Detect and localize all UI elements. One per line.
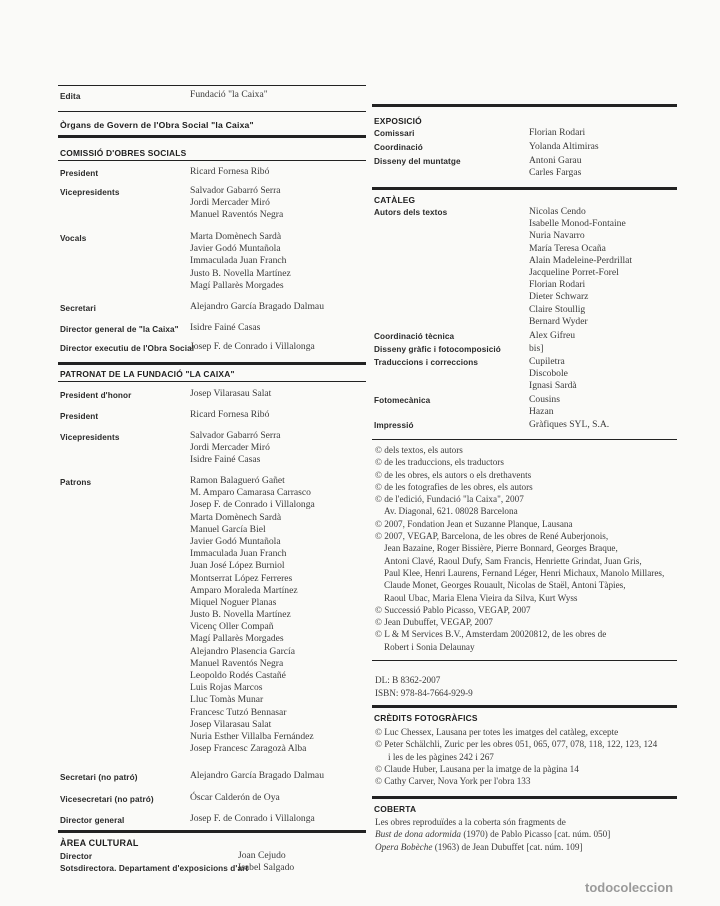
comissio-values (190, 231, 291, 292)
rule-legal-top (372, 660, 677, 661)
copyright-line: Raoul Ubac, Maria Elena Vieira da Silva, Kurt Wyss (384, 592, 578, 603)
cataleg-value: Nuria Navarro (529, 230, 585, 242)
patronat-value: Juan José López Burniol (190, 560, 285, 572)
patronat-value: Ramon Balagueró Gañet (190, 475, 285, 486)
copyright-line: © dels textos, els autors (375, 445, 463, 455)
cataleg-value: María Teresa Ocaña (529, 242, 606, 254)
patronat-values (190, 770, 324, 782)
patronat-value: Nuria Esther Villalba Fernández (190, 730, 314, 742)
coberta-heading: COBERTA (374, 804, 417, 814)
exposicio-values (529, 141, 599, 153)
rule-cataleg-top (372, 187, 677, 190)
area-label: Sotsdirectora. Departament d'exposicions d'art (60, 864, 249, 873)
comissio-value: Jordi Mercader Miró (190, 197, 270, 209)
patronat-value: Josep Vilarasau Salat (190, 388, 272, 399)
credits-line: © Luc Chessex, Lausana per totes les imatges del catàleg, excepte (375, 727, 619, 737)
rule-edita-bottom (58, 111, 366, 112)
copyright-line: © Successió Pablo Picasso, VEGAP, 2007 (375, 604, 531, 615)
exposicio-label: Comissari (374, 129, 415, 138)
patronat-values (190, 430, 281, 467)
patronat-heading: PATRONAT DE LA FUNDACIÓ "LA CAIXA" (60, 369, 235, 379)
area-values (238, 862, 294, 874)
copyright-line: Antoni Clavé, Raoul Dufy, Sam Francis, Henriette Grindat, Juan Gris, (384, 555, 642, 566)
patronat-value: Óscar Calderón de Oya (190, 792, 280, 803)
comissio-label: Vicepresidents (60, 188, 120, 197)
exposicio-label: Disseny del muntatge (374, 157, 461, 166)
cataleg-values (529, 206, 632, 328)
cataleg-label: Traduccions i correccions (374, 358, 478, 367)
comissio-value: Manuel Raventós Negra (190, 209, 284, 221)
exposicio-value: Carles Fargas (529, 167, 582, 179)
cataleg-label: Disseny gràfic i fotocomposició (374, 345, 501, 354)
patronat-value: Montserrat López Ferreres (190, 572, 293, 584)
cataleg-label: Autors dels textos (374, 208, 448, 217)
cataleg-value: Cupiletra (529, 356, 565, 367)
cataleg-value: Claire Stoullig (529, 303, 586, 315)
cataleg-value: Ignasi Sardà (529, 380, 577, 392)
copyright-line: © de les fotografies de les obres, els autors (375, 481, 533, 492)
cataleg-heading: CATÀLEG (374, 195, 416, 205)
exposicio-values (529, 155, 582, 179)
patronat-value: Lluc Tomàs Munar (190, 694, 264, 706)
credits-line: © Claude Huber, Lausana per la imatge de la pàgina 14 (375, 763, 579, 774)
patronat-value: Manuel Raventós Negra (190, 657, 284, 669)
credits-heading: CRÈDITS FOTOGRÀFICS (374, 713, 478, 723)
comissio-label: Secretari (60, 304, 96, 313)
patronat-value: Amparo Moraleda Martínez (190, 584, 298, 596)
patronat-label: Vicepresidents (60, 433, 120, 442)
copyright-line: © Jean Dubuffet, VEGAP, 2007 (375, 617, 493, 628)
exposicio-label: Coordinació (374, 143, 423, 152)
copyright-line: © de l'edició, Fundació "la Caixa", 2007 (375, 494, 524, 505)
watermark: todocoleccion (585, 880, 674, 895)
comissio-value: Ricard Fornesa Ribó (190, 166, 270, 177)
comissio-value: Justo B. Novella Martínez (190, 267, 291, 279)
patronat-value: Isidre Fainé Casas (190, 454, 261, 466)
patronat-value: Josep F. de Conrado i Villalonga (190, 499, 315, 511)
legal-line: ISBN: 978-84-7664-929-9 (375, 688, 473, 698)
area-values (238, 850, 286, 862)
patronat-value: Josep Francesc Zaragozà Alba (190, 743, 307, 755)
exposicio-value: Yolanda Altimiras (529, 141, 599, 152)
rule-organs (58, 135, 366, 138)
patronat-values (190, 409, 269, 421)
cataleg-value: Isabelle Monod-Fontaine (529, 218, 626, 230)
patronat-value: Justo B. Novella Martínez (190, 609, 291, 621)
comissio-label: Director general de "la Caixa" (60, 325, 179, 334)
rule-patronat (58, 381, 366, 382)
exposicio-values (529, 127, 585, 139)
comissio-values (190, 322, 260, 334)
cataleg-value: Florian Rodari (529, 279, 586, 291)
comissio-values (190, 301, 324, 313)
cataleg-value: Hazan (529, 406, 554, 418)
cataleg-values (529, 356, 577, 393)
cataleg-label: Coordinació tècnica (374, 332, 455, 341)
cataleg-label: Fotomecànica (374, 396, 431, 405)
copyright-line: Av. Diagonal, 621. 08028 Barcelona (384, 506, 518, 517)
area-heading: ÀREA CULTURAL (60, 838, 139, 848)
coberta-rest-2: (1963) de Jean Dubuffet [cat. núm. 109] (432, 841, 583, 852)
edita-label: Edita (60, 92, 81, 101)
patronat-value: Ricard Fornesa Ribó (190, 409, 270, 420)
patronat-label: Patrons (60, 478, 92, 487)
comissio-label: Director executiu de l'Obra Social (60, 344, 195, 353)
cataleg-values (529, 419, 609, 431)
exposicio-heading: EXPOSICIÓ (374, 116, 422, 126)
legal-block (375, 674, 473, 699)
coberta-rest-1: (1970) de Pablo Picasso [cat. núm. 050] (461, 829, 611, 840)
organs-title: Òrgans de Govern de l'Obra Social "la Caixa" (60, 120, 254, 130)
rule-top-edita (58, 85, 366, 86)
rule-area-top (58, 830, 366, 833)
patronat-value: Marta Domènech Sardà (190, 511, 282, 523)
patronat-label: President d'honor (60, 391, 132, 400)
rule-patronat-top (58, 362, 366, 365)
coberta-text (375, 816, 610, 853)
comissio-label: President (60, 169, 99, 178)
patronat-label: Secretari (no patró) (60, 773, 138, 782)
cataleg-values (529, 343, 543, 355)
copyright-line: © de les obres, els autors o els drethavents (375, 469, 532, 480)
coberta-line-2 (375, 828, 610, 840)
comissio-value: Josep F. de Conrado i Villalonga (190, 341, 315, 352)
cataleg-value: Dieter Schwarz (529, 291, 589, 303)
patronat-values (190, 475, 315, 755)
rule-coberta-top (372, 796, 677, 799)
exposicio-value: Antoni Garau (529, 155, 582, 166)
patronat-value: Miquel Noguer Planas (190, 596, 277, 608)
cataleg-value: Bernard Wyder (529, 315, 588, 327)
patronat-value: Salvador Gabarró Serra (190, 430, 281, 441)
patronat-value: Luis Rojas Marcos (190, 682, 263, 694)
patronat-value: Josep Vilarasau Salat (190, 718, 272, 730)
patronat-value: Josep F. de Conrado i Villalonga (190, 813, 315, 824)
credits-line: © Peter Schälchli, Zuric per les obres 051, 065, 077, 078, 118, 122, 123, 124 (375, 739, 658, 750)
area-value: Joan Cejudo (238, 850, 286, 861)
cataleg-value: Discobole (529, 368, 568, 380)
comissio-value: Salvador Gabarró Serra (190, 185, 281, 196)
area-label: Director (60, 852, 93, 861)
credits-block (375, 726, 657, 787)
comissio-value: Magí Pallarès Morgades (190, 279, 284, 291)
comissio-value: Javier Godó Muntañola (190, 243, 281, 255)
copyright-line: © 2007, Fondation Jean et Suzanne Planque, Lausana (375, 518, 573, 529)
coberta-line-1: Les obres reproduïdes a la coberta són fragments de (375, 817, 566, 827)
coberta-title-2: Opera Bobèche (375, 841, 433, 852)
patronat-value: M. Amparo Camarasa Carrasco (190, 487, 311, 499)
copyright-line: Claude Monet, Georges Rouault, Nicolas de Staël, Antoni Tàpies, (384, 580, 626, 591)
patronat-label: President (60, 412, 99, 421)
cataleg-value: bis] (529, 343, 544, 354)
comissio-value: Marta Domènech Sardà (190, 231, 282, 242)
patronat-value: Jordi Mercader Miró (190, 442, 270, 454)
patronat-value: Magí Pallarès Morgades (190, 633, 284, 645)
cataleg-value: Jacqueline Porret-Forel (529, 266, 619, 278)
rule-exposicio-top (372, 104, 677, 107)
patronat-value: Javier Godó Muntañola (190, 535, 281, 547)
legal-line: DL: B 8362-2007 (375, 675, 441, 685)
comissio-value: Immaculada Juan Franch (190, 255, 287, 267)
coberta-title-1: Bust de dona adormida (375, 829, 462, 840)
patronat-values (190, 792, 280, 804)
comissio-value: Alejandro García Bragado Dalmau (190, 301, 324, 312)
credits-line: © Cathy Carver, Nova York per l'obra 133 (375, 776, 531, 787)
patronat-values (190, 813, 315, 825)
copyright-line: Paul Klee, Henri Laurens, Fernand Léger, Henri Michaux, Manolo Millares, (384, 567, 665, 578)
cataleg-value: Alex Gifreu (529, 330, 576, 341)
patronat-values (190, 388, 271, 400)
rule-copyright-top (372, 439, 677, 440)
cataleg-value: Gràfiques SYL, S.A. (529, 419, 610, 430)
comissio-values (190, 341, 315, 353)
copyright-line: Robert i Sonia Delaunay (384, 641, 475, 652)
edita-value: Fundació "la Caixa" (190, 89, 268, 100)
coberta-line-3 (375, 841, 610, 853)
patronat-value: Alejandro Plasencia García (190, 645, 295, 657)
patronat-value: Francesc Tutzó Bennasar (190, 706, 287, 718)
cataleg-value: Alain Madeleine-Perdrillat (529, 254, 633, 266)
comissio-label: Vocals (60, 234, 87, 243)
patronat-value: Immaculada Juan Franch (190, 548, 287, 560)
patronat-label: Director general (60, 816, 125, 825)
patronat-value: Alejandro García Bragado Dalmau (190, 770, 324, 781)
credits-line: i les de les pàgines 242 i 267 (388, 751, 494, 762)
comissio-values (190, 185, 283, 222)
copyright-block (375, 444, 664, 653)
cataleg-value: Cousins (529, 394, 560, 405)
copyright-line: © de les traduccions, els traductors (375, 457, 504, 468)
patronat-value: Manuel García Biel (190, 523, 266, 535)
cataleg-values (529, 330, 575, 342)
patronat-label: Vicesecretari (no patró) (60, 795, 154, 804)
cataleg-values (529, 394, 560, 418)
copyright-line: © L & M Services B.V., Amsterdam 20020812, de les obres de (375, 629, 607, 640)
rule-credits-top (372, 705, 677, 708)
area-value: Isabel Salgado (238, 862, 295, 873)
cataleg-label: Impressió (374, 421, 414, 430)
comissio-heading: COMISSIÓ D'OBRES SOCIALS (60, 148, 187, 158)
patronat-value: Vicenç Oller Compañ (190, 621, 274, 633)
exposicio-value: Florian Rodari (529, 127, 586, 138)
patronat-value: Leopoldo Rodés Castañé (190, 670, 286, 681)
copyright-line: © 2007, VEGAP, Barcelona, de les obres de René Auberjonois, (375, 531, 609, 542)
rule-comissio (58, 160, 366, 161)
comissio-value: Isidre Fainé Casas (190, 322, 261, 333)
cataleg-value: Nicolas Cendo (529, 206, 586, 217)
comissio-values (190, 166, 269, 178)
copyright-line: Jean Bazaine, Roger Bissière, Pierre Bonnard, Georges Braque, (384, 543, 618, 554)
